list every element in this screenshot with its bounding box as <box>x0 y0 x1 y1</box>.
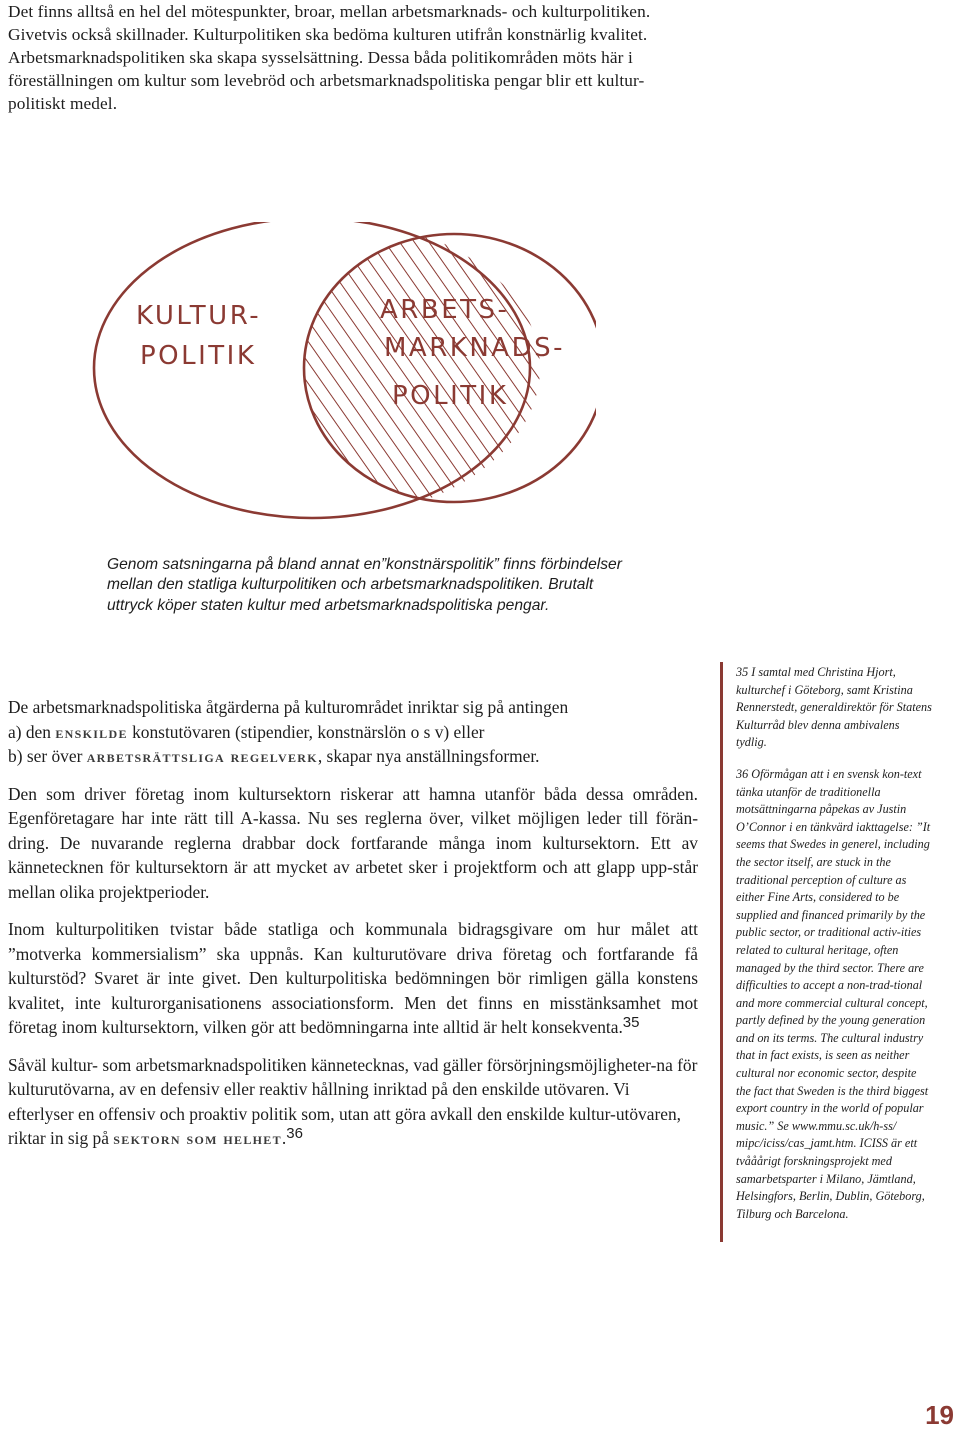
figure-caption <box>107 555 667 616</box>
body-paragraph: Såväl kultur- som arbetsmarknadspolitiken kännetecknas, vad gäller försörjningsmöjligheter-na för kulturutövarna, av en defensiv eller reaktiv hållning inriktad på den enskilde utövaren. Vi efterlyser en offensiv och proaktiv politik som, utan att göra avkall den enskilde kultur-utövaren, riktar in sig på sektorn som helhet.36 <box>8 1054 698 1148</box>
page-number: 19 <box>925 1400 954 1430</box>
body-text <box>8 695 698 1164</box>
body-paragraph: De arbetsmarknadspolitiska åtgärderna på kulturområdet inriktar sig på antingen a) den enskilde konstutövaren (stipendier, konstnärslön o s v) eller b) ser över arbetsrättsliga regelverk, skapar nya anställningsformer. <box>8 697 569 766</box>
intro-line: Arbetsmarknadspolitiken ska skapa sysselsättning. Dessa båda politikområden möts här i <box>8 48 633 67</box>
small-caps-term: arbetsrättsliga regelverk <box>86 746 318 766</box>
venn-right-label: ARBETS- <box>380 295 510 325</box>
intro-line: politiskt medel. <box>8 94 118 113</box>
body-paragraph: Inom kulturpolitiken tvistar både statliga och kommunala bidragsgivare om hur målet att ”motverka kommersialism” ska uppnås. Kan kulturutövare driva företag och fortfarande få kulturstöd? Svaret är inte givet. Den kulturpolitiska bedömningen bör rimligen gälla konstens kvalitet, inte kulturorganisationens associationsform. Men det finns en misstänksamhet mot företag inom kultursektorn, vilken gör att bedömningarna inte alltid är helt konsekventa.35 <box>8 919 698 1037</box>
venn-right-label: MARKNADS- <box>384 333 565 363</box>
caption-line: uttryck köper staten kultur med arbetsmarknadspolitiska pengar. <box>107 596 550 614</box>
body-paragraph: Den som driver företag inom kultursektorn riskerar att hamna utanför båda dessa områden. Egenföretagare har inte rätt till A-kassa. Nu ses reglerna över, vilket möjligen leder till förän-dring. De nuvarande reglerna drabbar dock fortfarande många inom kultursektorn. Ett av kännetecknen för kultursektorn är att mycket av arbetet sker i projektform och att glapp upp-står mellan olika projektperioder. <box>8 783 698 902</box>
caption-line: mellan den statliga kulturpolitiken och arbetsmarknadspolitiken. Brutalt <box>107 576 594 594</box>
venn-left-label: KULTUR- <box>136 301 262 331</box>
intro-line: föreställningen om kultur som levebröd och arbetsmarknadspolitiska pengar blir ett kultur- <box>8 71 645 90</box>
intro-line: Det finns alltså en hel del mötespunkter, broar, mellan arbetsmarknads- och kulturpolitiken. <box>8 2 651 21</box>
venn-diagram <box>92 222 596 522</box>
footnote-35: 35 I samtal med Christina Hjort, kulturchef i Göteborg, samt Kristina Rennerstedt, generaldirektör för Statens Kulturråd blev denna ambivalens tydlig. <box>736 665 932 750</box>
small-caps-term: enskilde <box>55 721 128 742</box>
footnote-ref: 35 <box>622 1014 640 1031</box>
intro-paragraph <box>8 0 696 115</box>
caption-line: Genom satsningarna på bland annat en”konstnärspolitik” finns förbindelser <box>107 556 622 573</box>
footnote-ref: 36 <box>286 1125 303 1142</box>
footnote-36: 36 Oförmågan att i en svensk kon-text tänka utanför de traditionella motsättningarna påpekas av Justin O’Connor i en tänkvärd iakttagelse: ”It seems that Swedes in generel, including the sector itself, are stuck in the traditional perception of culture as either Fine Arts, considered to be supplied and financed primarily by the public sector, or traditional activ-ities related to cultural heritage, often managed by the third sector. There are difficulties to accept a non-trad-tional and more commercial cultural concept, partly defined by the young generation and on its terms. The cultural industry that in fact exists, is seen as neither cultural nor economic sector, despite the fact that Sweden is the third biggest export country in the world of popular music.” Se www.mmu.sc.uk/h-ss/ mipc/iciss/cas_jamt.htm. ICISS är ett tvååårigt forskningsprojekt med samarbetsparter i Milano, Jämtland, Helsingfors, Berlin, Dublin, Göteborg, Tilburg och Barcelona. <box>736 766 931 1221</box>
small-caps-term: sektorn som helhet <box>113 1128 282 1148</box>
footnotes <box>736 664 932 1237</box>
venn-left-label: POLITIK <box>140 341 257 371</box>
venn-right-label: POLITIK <box>392 381 509 411</box>
intro-line: Givetvis också skillnader. Kulturpolitiken ska bedöma kulturen utifrån konstnärlig kvalitet. <box>8 25 648 44</box>
sidebar-divider <box>720 662 723 1242</box>
